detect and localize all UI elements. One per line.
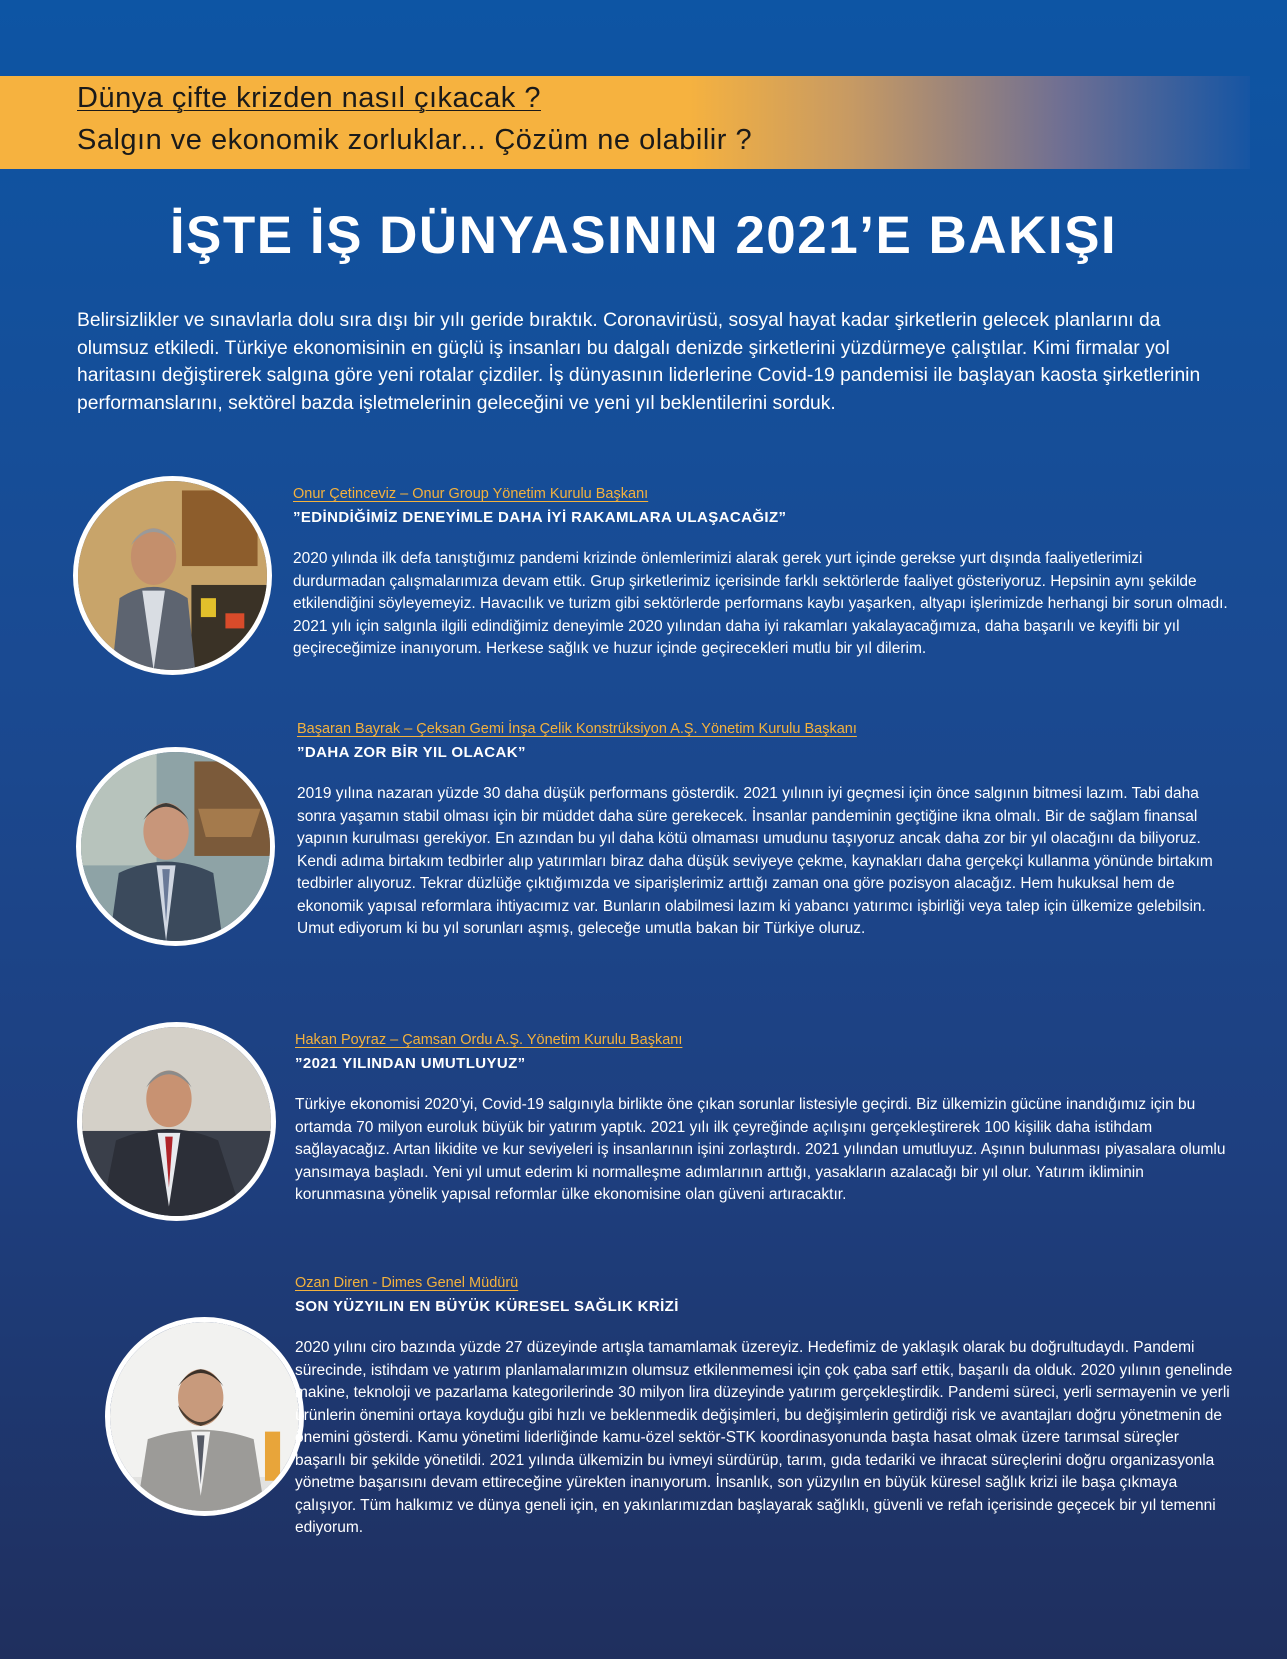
person-name-link[interactable]: Onur Çetinceviz – Onur Group Yönetim Kurulu Başkanı [293, 486, 649, 502]
person-statement: 2019 yılına nazaran yüzde 30 daha düşük performans gösterdik. 2021 yılının iyi geçmesi için önce salgının bitmesi lazım. Tabi daha sonra yaşamın stabil olması için bir müddet daha süre gerekecek. İnsanlar pandeminin geçtiğine ikna olmalı. Bir de sağlam finansal yapının kurulması gerekiyor. En azından bu yıl daha kötü olmaması umudunu taşıyoruz ancak daha zor bir yıl olacağını da biliyoruz. Kendi adıma birtakım tedbirler alıp yatırımları biraz daha düşük seviyeye çekme, kaynakları daha gerçekçi kullanma yönünde birtakım tedbirler alıyoruz. Tekrar düzlüğe çıktığımızda ve siparişlerimiz arttığı zaman ona göre pozisyon alacağız. Hem hukuksal hem de ekonomik yapısal reformlara ihtiyacımız var. Bunların olabilmesi lazım ki yabancı yatırımcı işbirliği veya talep için ülkemize gelebilsin. Umut ediyorum ki bu yıl sorunları aşmış, geleceğe umutla bakan bir Türkiye oluruz. [297, 785, 1213, 937]
person-block-3 [295, 1031, 1233, 1207]
banner-subheadline: Salgın ve ekonomik zorluklar... Çözüm ne olabilir ? [77, 124, 753, 156]
person-block-1 [293, 485, 1233, 661]
person-quote-heading: SON YÜZYILIN EN BÜYÜK KÜRESEL SAĞLIK KRİZİ [295, 1298, 679, 1315]
person-quote-heading: ”EDİNDİĞİMİZ DENEYİMLE DAHA İYİ RAKAMLARA ULAŞACAĞIZ” [293, 509, 787, 526]
person-block-2 [297, 720, 1233, 941]
portrait-hakan-poyraz [77, 1022, 276, 1221]
page-title: İŞTE İŞ DÜNYASININ 2021’E BAKIŞI [169, 206, 1118, 265]
portrait-ozan-diren [105, 1317, 304, 1516]
person-block-4 [295, 1274, 1233, 1540]
portrait-basaran-bayrak [76, 747, 275, 946]
person-quote-heading: ”2021 YILINDAN UMUTLUYUZ” [295, 1055, 526, 1072]
intro-paragraph: Belirsizlikler ve sınavlarla dolu sıra dışı bir yılı geride bıraktık. Coronavirüsü, sosyal hayat kadar şirketlerin gelecek planlarını da olumsuz etkiledi. Türkiye ekonomisinin en güçlü iş insanları bu dalgalı denizde şirketlerini yüzdürmeye çalıştılar. Kimi firmalar yol haritasını değiştirerek salgına göre yeni rotalar çizdiler. İş dünyasının liderlerine Covid-19 pandemisi ile başlayan kaosta şirketlerinin performanslarını, sektörel bazda işletmelerinin geleceğini ve yeni yıl beklentilerini sorduk. [77, 310, 1201, 414]
person-statement: 2020 yılını ciro bazında yüzde 27 düzeyinde artışla tamamlamak üzereyiz. Hedefimiz de yaklaşık olarak bu doğrultudaydı. Pandemi sürecinde, istihdam ve yatırım planlamalarımızın olumsuz etkilenmemesi için çok çaba sarf ettik, başarılı da olduk. 2020 yılının genelinde makine, teknoloji ve pazarlama kategorilerinde 30 milyon lira düzeyinde yatırım gerçekleştirdik. Pandemi süreci, yerli sermayenin ve yerli ürünlerin önemini ortaya koyduğu gibi hızlı ve beklenmedik değişimleri, bu değişimlerin getirdiği risk ve avantajları doğru yönetmenin de önemini gösterdi. Kamu yönetimi liderliğinde kamu-özel sektör-STK koordinasyonunda başta hasat olmak üzere tarımsal süreçler başarılı bir şekilde yönetildi. 2021 yılında ülkemizin bu ivmeyi sürdürüp, tarım, gıda tedariki ve ihracat süreçlerini doğru organizasyonla yönetme başarısını devam ettireceğine yürekten inanıyorum. İnsanlık, son yüzyılın en büyük küresel sağlık krizi ile başa çıkmaya çalışıyor. Tüm halkımız ve dünya geneli için, en yakınlarımızdan başlayarak sağlıklı, güvenli ve refah içerisinde geçecek bir yıl temenni ediyorum. [295, 1339, 1233, 1536]
person-statement: 2020 yılında ilk defa tanıştığımız pandemi krizinde önlemlerimizi alarak gerek yurt içinde gerekse yurt dışında faaliyetlerimizi durdurmadan çalışmalarımıza devam ettik. Grup şirketlerimiz içerisinde farklı sektörlerde faaliyet gösteriyoruz. Hepsinin aynı şekilde etkilendiğini söyleyemeyiz. Havacılık ve turizm gibi sektörlerde performans kaybı yaşarken, altyapı işlerimizde herhangi bir sorun olmadı. 2021 yılı için salgınla ilgili edindiğimiz deneyimle 2020 yılından daha iyi rakamları yakalayacağımıza, daha başarılı ve keyifli bir yıl geçireceğimize inanıyorum. Herkese sağlık ve huzur içinde geçirecekleri mutlu bir yıl dilerim. [293, 550, 1228, 657]
header-banner [0, 76, 1250, 169]
person-quote-heading: ”DAHA ZOR BİR YIL OLACAK” [297, 744, 526, 761]
person-name-link[interactable]: Hakan Poyraz – Çamsan Ordu A.Ş. Yönetim Kurulu Başkanı [295, 1032, 683, 1048]
portrait-onur-cetinceviz [73, 476, 272, 675]
person-statement: Türkiye ekonomisi 2020’yi, Covid-19 salgınıyla birlikte öne çıkan sorunlar listesiyle geçirdi. Biz ülkemizin gücüne inandığımız için bu ortamda 70 milyon euroluk büyük bir yatırım yaptık. 2021 yılı ilk çeyreğinde açılışını gerçekleştirerek 100 kişilik daha istihdam sağlayacağız. Artan likidite ve kur seviyeleri iş insanlarının işini zorlaştırdı. 2021 yılından umutluyuz. Aşının bulunması piyasalara olumlu yansımaya başladı. Yeni yıl umut ederim ki normalleşme adımlarının arttığı, yasakların azalacağı bir yıl olur. Yatırım ikliminin korunmasına yönelik yapısal reformlar ülke ekonomisine olan güveni artıracaktır. [295, 1096, 1226, 1203]
banner-headline: Dünya çifte krizden nasıl çıkacak ? [77, 82, 541, 114]
person-name-link[interactable]: Ozan Diren - Dimes Genel Müdürü [295, 1275, 519, 1291]
person-name-link[interactable]: Başaran Bayrak – Çeksan Gemi İnşa Çelik Konstrüksiyon A.Ş. Yönetim Kurulu Başkanı [297, 721, 857, 737]
